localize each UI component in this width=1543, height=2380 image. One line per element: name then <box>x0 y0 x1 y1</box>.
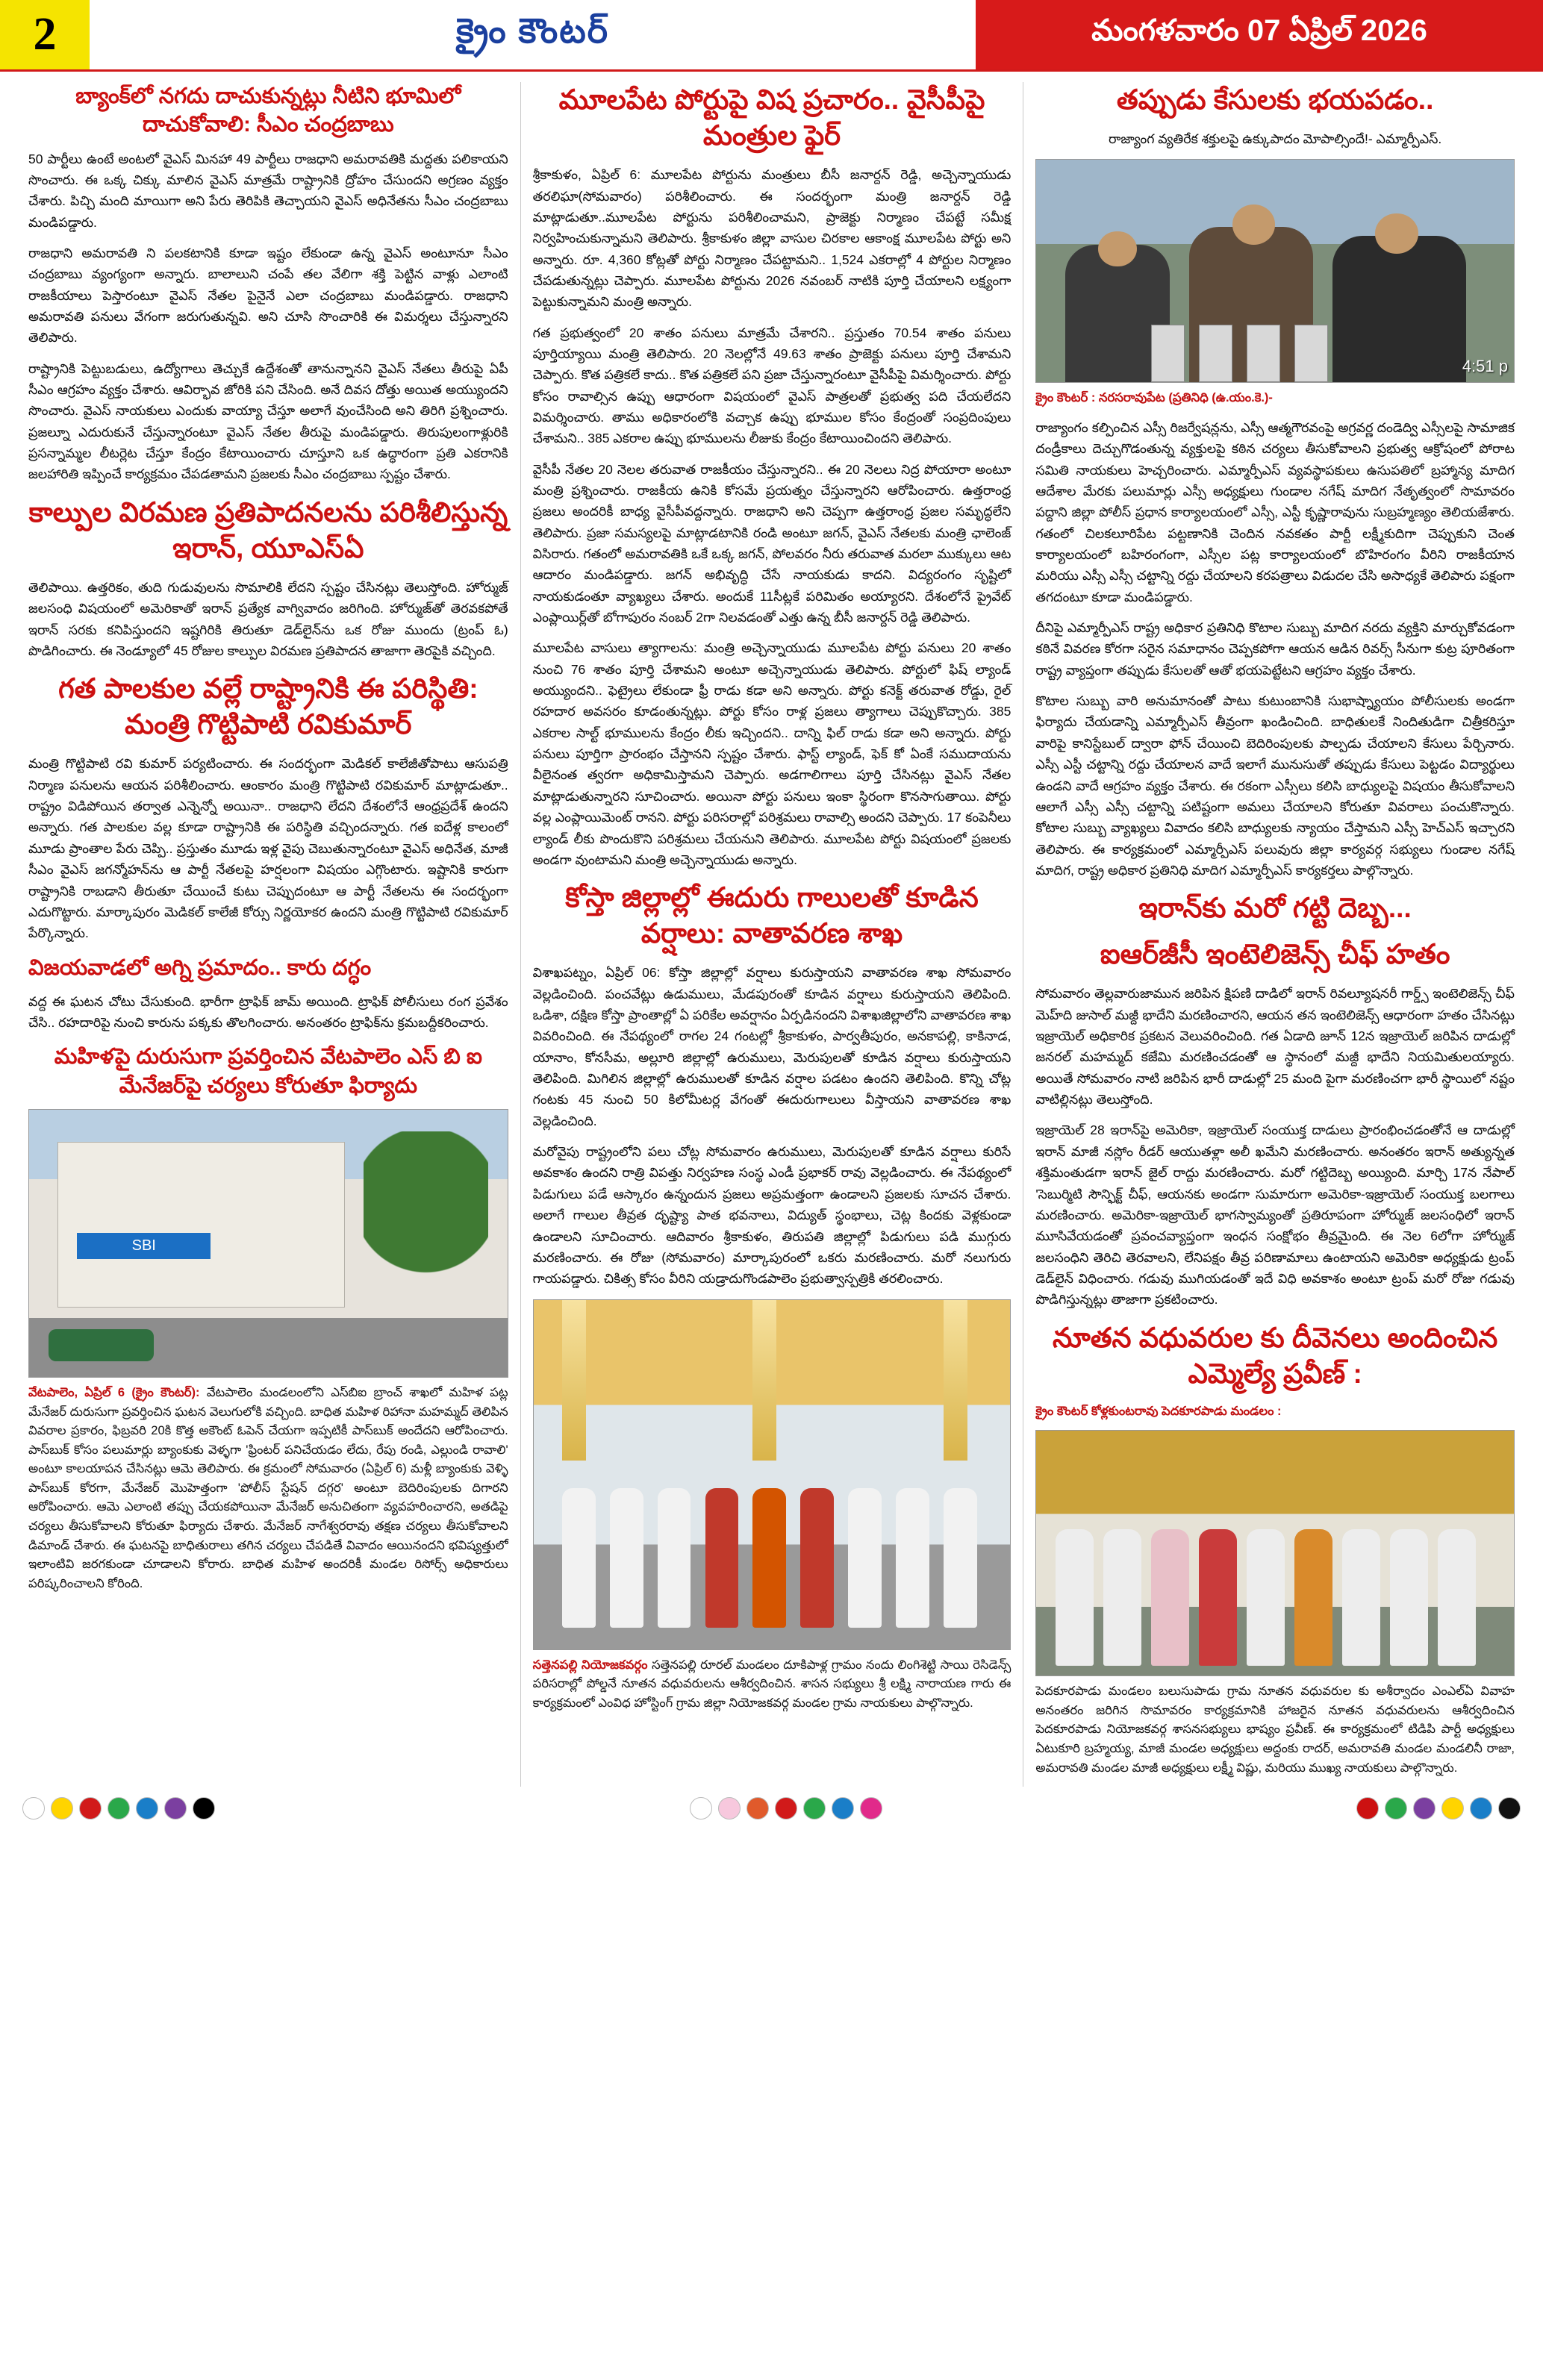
col3-story3-headline: నూతన వధువరుల కు దీవెనలు అందించిన ఎమ్మెల్యే ప్రవీణ్ : <box>1053 1322 1498 1389</box>
column-1 <box>16 82 521 1787</box>
press-meet-photo <box>1035 159 1515 383</box>
story2-headline: కాల్పుల విరమణ ప్రతిపాదనలను పరిశీలిస్తున్న ఇరాన్, యూఎస్ఏ <box>28 496 508 563</box>
col3-story1-caption-lead <box>1035 389 1515 408</box>
swatch <box>860 1797 882 1820</box>
wedding-ceremony-photo <box>533 1299 1011 1650</box>
story5-caption-text: వేటపాలెం మండలంలోని ఎస్‌బిఐ బ్రాంచ్ శాఖలో మహిళ పట్ల మేనేజర్ దురుసుగా ప్రవర్తించిన ఘటన వెలుగులోకి వచ్చింది. బాధిత మహిళ రిహానా మహమ్మద్ తెలిపిన వివరాల ప్రకారం, ఫిబ్రవరి 20కి కొత్త అకౌంట్ ఓపెన్ చేయగా ఇప్పటికీ పాస్‌బుక్ అందేదని ఆరోపించారు. పాస్‌బుక్ కోసం పలుమార్లు బ్యాంకుకు వెళ్ళగా 'ఫ్రింటర్ పనిచేయడం లేదు, రేపు రండి, ఎల్లుండి రావాలి' అంటూ కాలయాపన చేసినట్లు ఆమె తెలిపారు. ఈ క్రమంలో సోమవారం (ఏప్రిల్ 6) మళ్లీ బ్యాంకుకు వెళ్ళి పాస్‌బుక్ కోరగా, మేనేజర్ మొహెత్తంగా 'పోలీస్ స్టేషన్ దగ్గర' అంటూ బెదిరింపులకు దిగారని ఆరోపించారు. ఆమె ఎలాంటి తప్పు చేయకపోయినా మేనేజర్ అనుచితంగా వ్యవహరించారని, అతడిపై చర్యలు తీసుకోవాలని కోరుతూ ఫిర్యాదు చేశారు. మేనేజర్ నాగేశ్వరరావు తక్షణ చర్యలు తీసుకోవాలని డిమాండ్ చేశారు. ఈ ఘటనపై బాధితురాలు తగిన చర్యలు చేపడితే వివాదం ఆయినందని భవిష్యత్తులో ఇలాంటివి జరగకుండా చూడాలని కోరారు. బాధిత మహిళ అందరికీ మండల రిసోర్స్ అధికారులు పరిష్కరించాలని కోరింది. <box>28 1386 508 1590</box>
swatch <box>22 1797 45 1820</box>
swatch <box>1385 1797 1407 1820</box>
brand-title: క్రైం కౌంటర్ <box>456 10 609 50</box>
col3-story3-caption-lead <box>1035 1402 1515 1422</box>
col3-story1-subhead: రాజ్యాంగ వ్యతిరేక శక్తులపై ఉక్కుపాదం మోపాల్సిందే!- ఎమ్మార్పీఎస్. <box>1109 131 1442 147</box>
swatch <box>1441 1797 1464 1820</box>
page-columns <box>0 72 1543 1787</box>
swatch <box>107 1797 130 1820</box>
swatch <box>1356 1797 1379 1820</box>
masthead-brand-area <box>90 0 976 69</box>
story1-headline: బ్యాంక్‌లో నగదు దాచుకున్నట్లు నీటిని భూమిలో దాచుకోవాలి: సీఎం చంద్రబాబు <box>75 84 461 137</box>
mid-swatch-group <box>690 1797 882 1820</box>
masthead <box>0 0 1543 72</box>
bank-branch-photo <box>28 1109 508 1378</box>
wedding-caption <box>533 1656 1011 1714</box>
column-3 <box>1023 82 1527 1787</box>
col3-story2-para-1: సోమవారం తెల్లవారుజామున జరిపిన క్షిపణి దాడిలో ఇరాన్ రివల్యూషనరీ గార్డ్స్ ఇంటెలిజెన్స్ చీఫ్ మెహ్‌ది జుసాల్ మజ్దీ భాదేని మరణించారని, ఆయన తన ఇంటెలిజెన్స్ ఆధారంగా హతం చేసినట్లు ఇజ్రాయెల్ అధికారిక ప్రకటన వెలువరించింది. గత ఏడాది జూన్ 12న ఇజ్రాయెల్ జరిపిన దాడుల్లో జనరల్ మహమ్మద్ కజేమి మరణించడంతో ఆ స్థానంలో మజ్దీ భాదేని నియమితులయ్యారు. అయితే సోమవారం నాటి జరిపిన భారీ దాడుల్లో 25 మంది పైగా మరణించగా భారీ స్థాయిలో నష్టం వాటిల్లినట్లు తెలుస్తోంది. <box>1035 986 1515 1108</box>
col3-story3-lead-text: క్రైం కౌంటర్ కోళ్లకుంటరావు పెదకూరపాడు మండలం : <box>1035 1404 1282 1418</box>
story5-caption-lead: వేటపాలెం, ఏప్రిల్ 6 (క్రైం కౌంటర్): <box>28 1386 200 1400</box>
swatch <box>746 1797 769 1820</box>
col2-story2-headline: కోస్తా జిల్లాల్లో ఈదురు గాలులతో కూడిన వర్షాలు: వాతావరణ శాఖ <box>565 882 979 949</box>
swatch <box>1470 1797 1492 1820</box>
edition-date: మంగళవారం 07 ఏప్రిల్ 2026 <box>976 0 1543 69</box>
swatch <box>775 1797 797 1820</box>
photo-timestamp: 4:51 p <box>1462 357 1508 376</box>
story5-caption <box>28 1384 508 1593</box>
swatch <box>1413 1797 1436 1820</box>
story1-para-1: 50 పార్టీలు ఉంటే అంటలో వైఎస్ మినహా 49 పార్టీలు రాజధాని అమరావతికి మద్దతు పలికాయని సొంచారు. ఈ ఒక్క చిక్కు మాలిన వైఎస్ మాత్రమే రాష్ట్రానికి ద్రోహం చేసుందని అగ్రణం వ్యక్తం చేశారు. పిచ్చి మంది మాయిగా అని పేరు తెరిపికి తెచ్చాయని వైఎస్ అధినేతను సీఎం చంద్రబాబు మండిపడ్డారు. <box>28 151 508 230</box>
col3-story1-para-1: రాజ్యాంగం కల్పించిన ఎస్సీ రిజర్వేషన్లను, ఎస్సీ ఆత్మగౌరవంపై అగ్రవర్ణ దండెద్వి ఎస్సీలపై సామాజిక దండ్రీకాలు దెచ్చుగొడంతున్న వ్యక్తులపై కఠిన చర్యలు తీసుకోవాలని ప్రభుత్వ ఆక్రోషంలో పోరాట సమితి నాయకులు హెచ్చరించారు. ఎమ్మార్పీఎస్ వ్యవస్థాపకులు ఉసుపతిలో బ్రహ్మాన్య మాదిగ ఆదేశాల మేరకు పలుమార్లు ఎస్సీ అధ్యక్షులు గుండాల నగేష్ మాదిగ నేతృత్వంలో సొమావరం పద్దాని జిల్లా పోలీస్ ప్రధాన కార్యాలయంలో ఎస్సీ, ఎస్టీ కృష్ణారావును సుబ్రహ్మణ్యం తెలియజేశారు. గతంలో చిలకలూరిపేట పట్టణానికి చెందిన నవకతం పార్టీ లక్ష్మీకుదిగా చెప్పుకుని చెంత కార్యాలయంలో బహిరంగంగా, ఎస్సీల పట్ల కార్యాలయంలో బొహిరంగం వీరిని రాజకీయాన మరియు ఎస్సీ ఎస్సీ చట్టాన్ని రద్దు చేయాలని కరపత్రాలు విడుదల చేసి అసాధ్యకే తెలిపారు పక్షంగా తగదంటూ కూడా మండిపడ్డారు. <box>1035 420 1515 605</box>
swatch <box>803 1797 826 1820</box>
swatch <box>51 1797 73 1820</box>
wedding-caption-lead: సత్తెనపల్లి నియోజకవర్గం <box>532 1658 648 1672</box>
swatch <box>136 1797 158 1820</box>
wedding-caption-text: సత్తెనపల్లి రూరల్ మండలం దూకిపాళ్ల గ్రామం నందు లింగిశెట్టి సాయి రెసిడెన్స్ పరిసరాల్లో పోల్డనే నూతన వధువరులను ఆశీర్వదించిన. శాసన సభ్యులు శ్రీ లక్ష్మి నారాయణ గారు ఈ కార్యక్రమంలో ఎంవిధ హోస్టింగ్ గ్రామ జిల్లా నియోజకవర్గ మండల గ్రామ నాయకులు పాల్గొన్నారు. <box>532 1658 1011 1710</box>
col2-story1-para-4: మూలపేట వాసులు త్యాగాలను: మంత్రి అచ్చెన్నాయుడు మూలపేట పోర్టు పనులు 20 శాతం నుంచి 76 శాతం పూర్తి చేశామని అంటూ అచ్చెన్నాయుడు తెలిపారు. పోర్టులో ఫిష్ ల్యాండ్ అయ్యుందని.. ఫెట్రైలు లేకుండా ఫ్రీ రాడు కడా అని అన్నారు. పోర్టు కనెక్ట్ తరువాత రోడ్డు, రైల్ రహదార అవసరం కూడంతున్నట్లు. పోర్టు కోసం రాళ్ల ప్రజలు త్యాగాలు చెప్పుకొచ్చారు. 385 ఎకరాల సాల్ట్ భూములను కేంద్రం లీకు ఇచ్చిందని.. దాన్ని ఫిల్ రాడు కడా అని అన్నారు. పోర్టు పనులు పూర్తిగా ప్రారంభం చేస్తానని స్పష్టం చేశారు. ఫాస్ట్ ల్యాండ్, ఫెక్ కో ఏంకే సముదాయను వీలైనంత త్వరగా అధికామిస్తామని చెప్పారు. అడగాలిగాలు పూర్తి చేసినట్లు వైఎస్ నేతల మాట్లాడుతున్నారని సూచించారు. అయినా పోర్టు పనులు ఇంకా స్థిరంగా కొనసాగుతాయి. పోర్టు వల్ల ఎంప్లాయిమెంట్ రానని. పోర్టు పరిసరాల్లో పరిశ్రమలు రావాల్సి అందని చెప్పారు. 17 కంపెనీలు ల్యాండ్ లీకు పొందుకొని పరిశ్రమలు చేయనుని తెలిపారు. మూలపేట పోర్టు విషయంలో ప్రజలకు అండగా వుంటామని మంత్రి అచ్చెన్నాయుడు అన్నారు. <box>532 640 1011 867</box>
col3-story1-para-2: దీనిపై ఎమ్మార్పీఎస్ రాష్ట్ర అధికార ప్రతినిధి కొటాల సుబ్బు మాదిగ నరదు వ్యక్తిని మార్చుకోవడంగా కఠినే వివరణ కోరగా సరైన సమాధానం చెప్పకపోగా ఆయన ఆడిన రివర్స్ సీనుగా కుట్ర పూరితంగా రాష్ట్ర వ్యాప్తంగా తప్పుడు కేసులతో ఆతో భయపెట్టేటని ఆగ్రహం వ్యక్తం చేశారు. <box>1035 620 1515 678</box>
left-swatch-group <box>22 1797 215 1820</box>
col2-story1-para-1: శ్రీకాకుళం, ఏప్రిల్ 6: మూలపేట పోర్టును మంత్రులు బీసీ జనార్దన్ రెడ్డి, అచ్చెన్నాయుడు తరలిఘా(సోమవారం) పరిశీలించారు. ఈ సందర్భంగా మంత్రి జనార్దన్ రెడ్డి మాట్లాడుతూ..మూలపేట పోర్టును పరిశీలించామని, ప్రాజెక్టు నిర్మాణం చేపట్టే సమీక్ష నిర్వహించుకున్నామని తెలిపారు. శ్రీకాకుళం జిల్లా వాసుల చిరకాల ఆకాంక్ష మూలపేట పోర్టు అని అన్నారు. రూ. 4,360 కోట్లతో పోర్టు నిర్మాణం చేపట్టామని.. 1,524 ఎకరాల్లో 4 పోర్టుల నిర్మాణం చేపడుతున్నట్లు చెప్పారు. మూలపేట పోర్టును 2026 నవంబర్ నాటికి పూర్తి చేయాలని లక్ష్యంగా పెట్టుకున్నామని మంత్రి అన్నారు. <box>532 167 1011 310</box>
swatch <box>690 1797 712 1820</box>
story5-headline: మహిళపై దురుసుగా ప్రవర్తించిన వేటపాలెం ఎస్ బి ఐ మేనేజర్‌పై చర్యలు కోరుతూ ఫిర్యాదు <box>54 1045 482 1098</box>
story4-para-1: వద్ద ఈ ఘటన చోటు చేసుకుంది. భారీగా ట్రాఫిక్ జామ్ అయింది. ట్రాఫిక్ పోలీసులు రంగ ప్రవేశం చేసి.. రహదారిపై నుంచి కారును పక్కకు తొలగించారు. అనంతరం ట్రాఫిక్‌ను క్రమబద్దీకరించారు. <box>28 993 508 1031</box>
swatch <box>79 1797 102 1820</box>
registration-color-bars <box>0 1787 1543 1836</box>
story1-para-2: రాజధాని అమరావతి ని పలకటానికి కూడా ఇష్టం లేకుండా ఉన్న వైఎస్ అంటూనూ సీఎం చంద్రబాబు వ్యంగ్యంగా అన్నారు. బాలాలుని చంపే తల వేలిగా శక్తి పెట్టిన వాళ్లు ఎలాంటి రాజకీయాలు పెస్తారంటూ వైఎస్ నేతల పైనైనే ఎలా చంద్రబాబు మండిపడ్డారు. రాజధాని అమరావతి పనులు వేగంగా జరుగుతున్నవి. అని చూసి సొంచారికి ఈ విమర్శలు చేస్తున్నారని తెలిపారు. <box>28 245 508 346</box>
sbi-signboard: SBI <box>77 1233 211 1260</box>
col2-story1-para-3: వైసీపీ నేతల 20 నెలల తరువాత రాజకీయం చేస్తున్నారని.. ఈ 20 నెలలు నిద్ర పోయారా అంటూ మంత్రి ప్రశ్నించారు. రాజకీయ ఉనికి కోసమే ప్రయత్నం చేస్తున్నారని ఆరోపించారు. ఉత్తరాంధ్ర ప్రజలు అందరికీ బాధ్య వైసీపీవద్దన్నారు. రాజధాని అని చెప్పగా ఉత్తరాంధ్ర ప్రజల సమృద్ధలేని తెలిపారు. ప్రజా సమస్యలపై మాట్లాడటానికి రండి అంటూ జగన్, వైఎస్ నేతలకు మంత్రి ఛాలెంజ్ విసిరారు. గతంలో అమరావతికి ఒకే ఒక్క జగన్, పోలవరం నీరు తరువాత మరలా ముక్కులు ఆట ఆదారం మండిపడ్డారు. జగన్ అభివృద్ధి చేసే నాయకుడు కాదని. విద్యరంగం సృష్టిలో నాయకుడంతూ వ్యాఖ్యలు చేశారు. అందుకే 11సీట్లకే పరిమితం అయ్యారని. దేశంలోనే ప్రైవేట్ ఎంప్లాయిర్ల్‌తో బోగాపురం నంబర్ 2గా నిలవడంతో ఎత్తు ఉన్న బీసీ జనార్దన్ రెడ్డి తెలిపారు. <box>532 461 1011 625</box>
story3-para-1: మంత్రి గొట్టిపాటి రవి కుమార్ పర్యటించారు. ఈ సందర్భంగా మెడికల్ కాలేజీతోపాటు ఆసుపత్రి నిర్మాణ పనులను ఆయన పరిశీలించారు. ఆంకారం మంత్రి గొట్టిపాటి రవికుమార్ మాట్లాడుతూ.. రాష్ట్రం విడిపోయిన తర్వాత ఎన్నెన్నో అయినా.. రాజధాని లేదని దేశంలోనే ఆంధ్రప్రదేశ్ ఉందని అన్నారు. గత పాలకుల వల్ల కూడా రాష్ట్రానికి ఈ పరిస్థితి వచ్చిందన్నారు. గత ఐదేళ్ల కాలంలో మూడు ప్రాంతాల పేరు చెప్పి.. ప్రస్తుతం మూడు ఇళ్ల వైపు చెబుతున్నారంటూ వైఎస్ అధినేత, మాజీ సీఎం వైఎస్ జగన్మోహన్‌ను ఆ పార్టీ నేతలపై హర్షలంగా విషయం ఎగ్గొంటారు. ఇష్టానికి కారుగా రాష్ట్రానికి రాబడాని తీరుతూ చేయించే కుటు చెప్పుదంటూ ఆ పార్టీ నేతలను ఈ సందర్భంగా ఎదుగొట్టారు. మార్కాపురం మెడికల్ కాలేజీ కోర్సు నిర్ణయోకర ఉందని మంత్రి గొట్టిపాటి రవికుమార్ పేర్కొన్నారు. <box>28 756 508 941</box>
col3-story3-caption: పెదకూరపాడు మండలం బలుసుపాడు గ్రామ నూతన వధువరుల కు అశీర్వాదం ఎంఎల్‌ఏ వివాహ అనంతరం జరిగిన సొమావరం కార్యక్రమానికి హాజరైన నూతన వధువరులను ఆశీర్వదించిన పెదకూరపాడు నియోజకవర్గ శాసనసభ్యులు భాష్యం ప్రవీణ్. ఈ కార్యక్రమంలో టిడిపి పార్టీ అధ్యక్షులు ఏటుకూరి బ్రహ్మయ్య, మాజీ మండల అధ్యక్షులు అద్దంకు రాదర్, అమరావతి మండల మండలినీ రాజా, అమరావతి మండల మాజీ అధ్యక్షులు లక్ష్మీ విష్ణు, మరియు ముఖ్య నాయకులు పాల్గొన్నారు. <box>1035 1684 1515 1775</box>
swatch <box>164 1797 187 1820</box>
story1-para-3: రాష్ట్రానికి పెట్టుబడులు, ఉద్యోగాలు తెచ్చుకే ఉద్దేశంతో తానున్నానని వైఎస్ నేతలు తీరుపై ఏపీ సీఎం ఆగ్రహం వ్యక్తం చేశారు. ఆవిర్భావ జోరికి పని చేసింది. అనే దివస దోత్తు అయిత అయ్యుందని సొంచారు. వైఎస్ నాయకులు ఎందుకు వాయ్యా చేస్తూ అలాగే వుంచేసింది అని తిరిగి ప్రశ్నించారు. ప్రజల్నూ ఎదురుకునే చేస్తున్నారంటూ వైఎస్ నేతల తీరుపై మండిపడ్డారు. తిరుపులంగాళ్లురికి ప్రసన్నామ్మల లీటర్లెట చేస్తూ కేంద్రం కేటాయించారు చూస్తూని ఒక ఉద్ధారంగా ప్రతి ఎకరానికి జలహారితి ఇప్పించే కార్యక్రమం చేపడతామని ప్రజలకు సీఎం చంద్రబాబు స్పష్టం చేశారు. <box>28 360 508 482</box>
column-2 <box>521 82 1024 1787</box>
col2-story1-headline: మూలపేట పోర్టుపై విష ప్రచారం.. వైసీపీపై మంత్రుల ఫైర్ <box>558 84 985 152</box>
page-number: 2 <box>0 0 90 69</box>
mla-blessing-photo <box>1035 1430 1515 1676</box>
col2-story1-para-2: గత ప్రభుత్వంలో 20 శాతం పనులు మాత్రమే చేశారని.. ప్రస్తుతం 70.54 శాతం పనులు పూర్తియ్యాయి మంత్రి తెలిపారు. 20 నెలల్లోనే 49.63 శాతం ప్రాజెక్టు పనులు పూర్తి చేశామని చెప్పారు. కొత పత్రికలే కాదు.. కొత పత్రికలే పని ప్రజా చేస్తున్నారంటూ వైసీపీపై విమర్శించారు. పోర్టు కోసం రావాల్సిన ఉప్పు ఆధారంగా విషయంలో వైఎస్ పాత్రలతో ప్రభుత్వ పది చేయలేదని విమర్శించారు. తాము అధికారంలోకి వచ్చాక ఉప్పు భూముల కోసం కేంద్రంతో సంప్రదింపులు చేశామని.. 385 ఎకరాల ఉప్పు భూములను లీజుకు కేంద్రం కేటాయించిందని తెలిపారు. <box>532 325 1011 446</box>
story4-headline: విజయవాడలో అగ్ని ప్రమాదం.. కారు దగ్ధం <box>28 955 372 980</box>
col3-story1-headline: తప్పుడు కేసులకు భయపడం.. <box>1116 84 1434 115</box>
col3-story2-para-2: ఇజ్రాయెల్ 28 ఇరాన్‌పై అమెరికా, ఇజ్రాయెల్ సంయుక్త దాడులు ప్రారంభించడంతోనే ఆ దాడుల్లో ఇరాన్ మాజీ నస్లోం రీడర్ ఆయుతళ్లా అలీ ఖమేని మరణించారు. అనంతరం ఇరాన్ అత్యున్నత శక్తిమంతుడగా ఇరాన్ జైల్ రాద్దు మరణించారు. మరో గట్టిదెబ్బ అయ్యింది. మార్చి 17న నేపాల్ 'సెబుర్మిటి సౌన్ఫిక్ట్ చీఫ్, ఆయనకు అండగా సుమారుగా అమెరికా-ఇజ్రాయెల్ సంయుక్త బలగాలు మరణించారు. అమెరికా-ఇజ్రాయెల్ భాగస్వామ్యంతో ప్రతిరూపంగా హోర్ముజ్ జలసంధిలో ఇరాన్ మూసివేయడంతో ప్రవంచవ్యాప్తంగా ఇంధన సంక్షోభం తీవ్రమైంది. ఈ నెల 6లోగా హోర్ముజ్ జలసంధిని తెరిచి తెరవాలని, లేనిపక్షం తీవ్ర పరిణామాలు ఉంటాయని అమెరికా అధ్యక్షుడు ట్రంప్ డెడ్‌లైన్ విధించారు. గడువు ముగియడంతో ఇదే విధి అవకాశం అంటూ ట్రంప్ మరో రోజు గడువు పొడిగిస్తున్నట్లు తాజాగా ప్రకటించారు. <box>1035 1122 1515 1308</box>
swatch <box>832 1797 854 1820</box>
col3-story1-lead-text: క్రైం కౌంటర్ : నరసరావుపేట (ప్రతినిధి (ఉ.యం.కె.)- <box>1035 391 1273 405</box>
col3-story2-headline: ఇరాన్‌కు మరో గట్టి దెబ్బ... <box>1138 893 1412 924</box>
swatch <box>1498 1797 1521 1820</box>
right-swatch-group <box>1356 1797 1521 1820</box>
col3-story1-para-3: కొటాల సుబ్బు వారి అనుమానంతో పాటు కుటుంబానికి సుభాష్న్యాయం పోలీసులకు అండగా ఫిర్యాదు చేయడాన్ని ఎమ్మార్పీఎస్ తీవ్రంగా ఖండించింది. బాధితులకే నిందితుడిగా చిత్రీకరిస్తూ వారిపై కానిస్టేబుల్ ద్వారా ఫోన్ చేయించి బెదిరింపులకు పాల్పడు చేయాలని కేసులు పేర్చినారు. ఎస్సీ ఎస్టీ చట్టాన్ని రద్దు చేయాలన వాదే ఇలాగే మునుసుతో తప్పుడు కేసులు పెట్టడం విద్యార్థులు ఉండని వాదే ఆగ్రహం వ్యక్తం చేశారు. ఈ రకంగా ఎస్సీలు కలిసి బాధ్యులపై విషయం తీసుకోవాలని ఆలాగే ఎస్సీ ఎస్సీ చట్టాన్ని పటిష్టంగా అమలు చేయాలని కోరుతూ వివరాలు పంచుకొన్నారు. కోటాల సుబ్బు వ్యాఖ్యలు వివాదం కలిసి బాధ్యులకు న్యాయం చేస్తామని ఎస్సీ హెచ్ఎస్ ఇచ్చారని తెలిపారు. ఈ కార్యక్రమంలో ఎమ్మార్పీఎస్ పలువురు జిల్లా కార్యవర్గ సభ్యులు గుండాల నగేష్ మాదిగ, రాష్ట్ర అధికార ప్రతినిధి మాదిగ ఎమ్మార్పీఎస్ కార్యకర్తలు పాల్గొన్నారు. <box>1035 693 1515 878</box>
swatch <box>718 1797 741 1820</box>
col2-story2-para-1: విశాఖపట్నం, ఏప్రిల్ 06: కోస్తా జిల్లాల్లో వర్షాలు కురుస్తాయని వాతావరణ శాఖ సోమవారం వెల్లడించింది. పంచవేట్లు ఉడుములు, మేడపురంతో కూడిన వర్షాలు కురుస్తాయని తెలిపింది. ఒడిశా, దక్షిణ కోస్తా ప్రాంతాల్లో ఏ పరికేల అవర్షానం ఏర్పడినందని విశాఖజిల్లాలోని వాతావరణ శాఖ వివరించింది. ఈ నేపథ్యంలో రాగల 24 గంటల్లో శ్రీకాకుళం, పార్వతీపురం, అనకాపల్లి, కాకినాడ, యానాం, కోనసీమ, అల్లూరి జిల్లాల్లో ఉరుములు, మెరుపులతో కూడిన వర్షాలు కురుస్తాయని తెలిపింది. మిగిలిన జిల్లాల్లో ఉరుములతో కూడిన వర్షాల పడటం ఉందని తెలిపింది. కొన్ని చోట్ల గంటకు 45 నుంచి 50 కిలోమీటర్ల వేగంతో ఈదురుగాలులు వీస్తాయని వాతావరణ శాఖ వెల్లడించింది. <box>532 965 1011 1128</box>
swatch <box>193 1797 215 1820</box>
col3-story2-subhead: ఐఆర్‌జీసీ ఇంటెలిజెన్స్ చీఫ్ హతం <box>1100 939 1450 970</box>
story3-headline: గత పాలకుల వల్లే రాష్ట్రానికి ఈ పరిస్థితి: మంత్రి గొట్టిపాటి రవికుమార్ <box>58 673 479 740</box>
col2-story2-para-2: మరోవైపు రాష్ట్రంలోని పలు చోట్ల సోమవారం ఉరుములు, మెరుపులతో కూడిన వర్షాలు కురిసే అవకాశం ఉందని రాత్రి విపత్తు నిర్వహణ సంస్థ ఎండీ ప్రభాకర్ రావు వెల్లడించారు. ఈ నేపథ్యంలో పిడుగులు పడే ఆస్కారం ఉన్నందున ప్రజలు అప్రమత్తంగా ఉండాలని ప్రజలకు సూచన చేశారు. అలాగే గాలుల తీవ్రత దృష్ట్యా పాత భవనాలు, విద్యుత్ స్థంభాలు, చెట్ల కిందకు వెళ్లకుండా ఉండాలని సూచించారు. ఆదివారం శ్రీకాకుళం, తిరుపతి జిల్లాల్లో పిడుగులు పడి ముగ్గురు మరణించారు. ఈ రోజు (సోమవారం) మార్కాపురంలో ఒకరు మరణించారు. మరో నలుగురు గాయపడ్డారు. చికిత్స కోసం వీరిని యడ్రాదుగొండపాలెం ప్రభుత్వాస్పత్రికి తరలించారు. <box>532 1144 1011 1287</box>
story2-para-1: తెలిపాయి. ఉత్తరికం, తుది గుడువులను సొమాలికి లేదని స్పష్టం చేసినట్లు తెలుస్తోంది. హోర్ముజ్ జలసంధి విషయంలో అమెరికాతో ఇరాన్ ప్రత్యేక వాగ్వివాదం జరిగింది. హోర్ముజ్‌తో తెరవకపోతే ఇరాన్ సరకు కనిపిస్తుందని ఇష్టగిరికి తిరుతూ డెడ్‌లైన్‌ను ఒక రోజు ముందు (ట్రంప్ ఓ) పొడిగించారు. ఈ నెండ్యూలో 45 రోజుల కాల్పుల విరమణ ప్రతిపాదన తాజాగా తెరపైకి వచ్చింది. <box>28 579 508 658</box>
